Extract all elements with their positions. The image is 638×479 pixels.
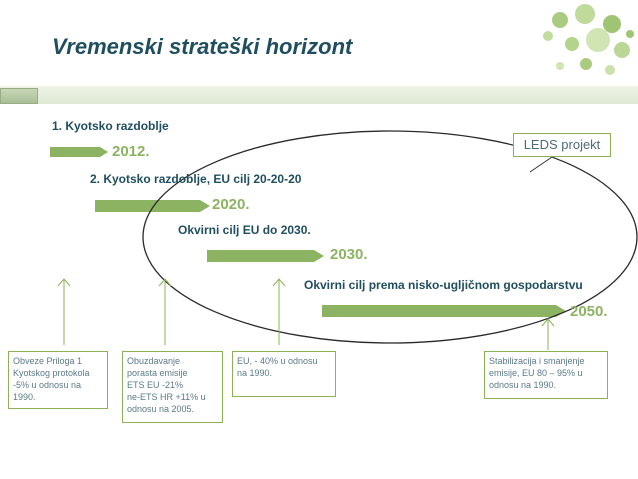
note-box-eu-2050: [484, 351, 608, 399]
page-title: Vremenski strateški horizont: [52, 34, 353, 59]
note-box-eu-2020: [122, 351, 223, 423]
note-box-kyoto: [8, 351, 108, 409]
leds-project-label: LEDS projekt: [513, 133, 611, 157]
up-arrow-4: [542, 319, 554, 350]
note-line: Stabilizacija i smanjenje: [489, 356, 585, 366]
green-dot-cluster-logo: [543, 4, 634, 75]
arrow-2012: [50, 147, 108, 157]
note-line: na 1990.: [237, 368, 273, 378]
year-label-2030: 2030.: [330, 246, 368, 263]
arrow-2050: [322, 305, 566, 317]
up-arrow-3: [273, 279, 285, 345]
note-line: EU, - 40% u odnosu: [237, 356, 318, 366]
note-line: -5% u odnosu na: [13, 380, 82, 390]
note-line: Kyotskog protokola: [13, 368, 90, 378]
year-label-2050: 2050.: [570, 303, 608, 320]
note-line: 1990.: [13, 392, 36, 402]
period-label-3: Okvirni cilj EU do 2030.: [178, 223, 311, 237]
note-line: ETS EU -21%: [127, 380, 184, 390]
leds-connector-line: [530, 157, 552, 172]
period-label-1: 1. Kyotsko razdoblje: [52, 119, 169, 133]
period-label-4: Okvirni cilj prema nisko-ugljičnom gospodarstvu: [304, 278, 583, 292]
note-line: ne-ETS HR +11% u: [127, 392, 206, 402]
year-label-2012: 2012.: [112, 143, 150, 160]
year-label-2020: 2020.: [212, 196, 250, 213]
note-box-eu-2030: [232, 351, 336, 397]
up-arrow-2: [159, 279, 171, 345]
note-line: Obuzdavanje: [127, 356, 181, 366]
arrow-2020: [95, 200, 210, 212]
note-line: odnosu na 1990.: [489, 380, 557, 390]
arrow-2030: [207, 250, 324, 262]
note-line: Obveze Priloga 1: [13, 356, 83, 366]
period-label-2: 2. Kyotsko razdoblje, EU cilj 20-20-20: [90, 172, 302, 186]
note-line: porasta emisije: [127, 368, 188, 378]
up-arrow-1: [58, 279, 70, 345]
note-line: odnosu na 2005.: [127, 404, 195, 414]
note-line: emisije, EU 80 – 95% u: [489, 368, 583, 378]
